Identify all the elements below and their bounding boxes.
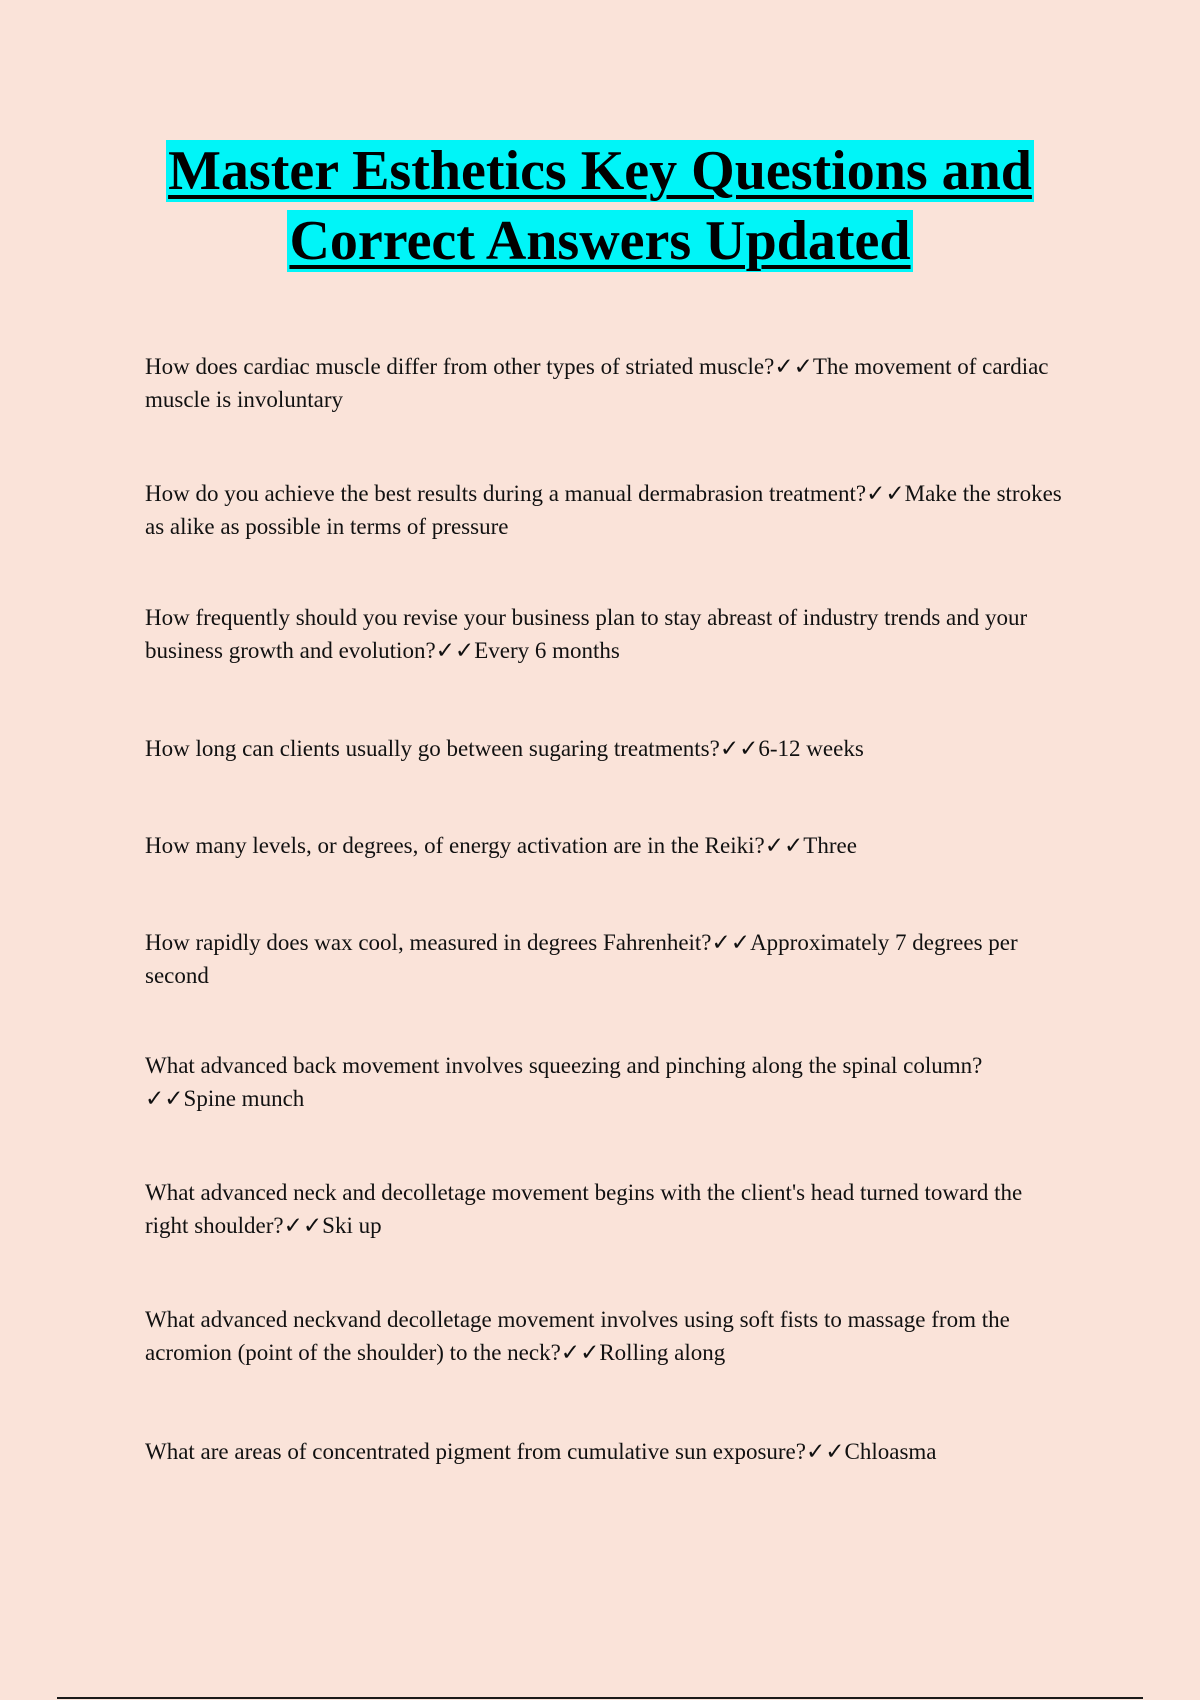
qa-item bbox=[145, 1435, 1065, 1468]
answer-text: Spine munch bbox=[183, 1086, 305, 1111]
check-marks-icon: ✓✓ bbox=[435, 638, 475, 663]
question-text: How frequently should you revise your business plan to stay abreast of industry trends and your business growth and evolution? bbox=[145, 605, 1028, 663]
check-marks-icon: ✓✓ bbox=[774, 354, 813, 379]
answer-text: Every 6 months bbox=[474, 638, 620, 663]
check-marks-icon: ✓✓ bbox=[283, 1213, 323, 1238]
check-marks-icon: ✓✓ bbox=[711, 930, 751, 955]
check-marks-icon: ✓✓ bbox=[145, 1086, 184, 1111]
question-text: How do you achieve the best results during a manual dermabrasion treatment? bbox=[145, 481, 867, 506]
qa-item bbox=[145, 601, 1065, 667]
qa-item bbox=[145, 1303, 1065, 1369]
answer-text: The movement of cardiac muscle is involuntary bbox=[145, 354, 1049, 412]
footer-divider bbox=[57, 1697, 1143, 1699]
qa-item bbox=[145, 477, 1065, 543]
answer-text: Rolling along bbox=[599, 1340, 726, 1365]
question-text: What advanced neck and decolletage movement begins with the client's head turned toward the right shoulder? bbox=[145, 1180, 1023, 1238]
question-text: How does cardiac muscle differ from other types of striated muscle? bbox=[145, 354, 775, 379]
answer-text: Ski up bbox=[322, 1213, 382, 1238]
answer-text: Approximately 7 degrees per second bbox=[145, 930, 1018, 988]
qa-item bbox=[145, 732, 1065, 765]
qa-item bbox=[145, 926, 1065, 992]
check-marks-icon: ✓✓ bbox=[719, 736, 759, 761]
answer-text: Make the strokes as alike as possible in terms of pressure bbox=[145, 481, 1062, 539]
question-text: What advanced neckvand decolletage movement involves using soft fists to massage from the acromion (point of the shoulder) to the neck? bbox=[145, 1307, 1010, 1365]
answer-text: Chloasma bbox=[844, 1439, 937, 1464]
answer-text: 6-12 weeks bbox=[758, 736, 864, 761]
question-text: How many levels, or degrees, of energy activation are in the Reiki? bbox=[145, 833, 765, 858]
answer-text: Three bbox=[803, 833, 857, 858]
question-text: What advanced back movement involves squeezing and pinching along the spinal column? bbox=[145, 1053, 983, 1078]
document-title bbox=[0, 140, 1200, 280]
question-text: What are areas of concentrated pigment from cumulative sun exposure? bbox=[145, 1439, 806, 1464]
qa-item bbox=[145, 1176, 1065, 1242]
question-text: How rapidly does wax cool, measured in degrees Fahrenheit? bbox=[145, 930, 712, 955]
qa-item bbox=[145, 350, 1065, 416]
qa-item bbox=[145, 1049, 1065, 1115]
title-line-2: Correct Answers Updated bbox=[289, 210, 911, 272]
check-marks-icon: ✓✓ bbox=[805, 1439, 845, 1464]
question-text: How long can clients usually go between sugaring treatments? bbox=[145, 736, 720, 761]
check-marks-icon: ✓✓ bbox=[560, 1340, 600, 1365]
title-line-1: Master Esthetics Key Questions and bbox=[168, 140, 1032, 202]
check-marks-icon: ✓✓ bbox=[764, 833, 804, 858]
check-marks-icon: ✓✓ bbox=[866, 481, 905, 506]
qa-item bbox=[145, 829, 1065, 862]
